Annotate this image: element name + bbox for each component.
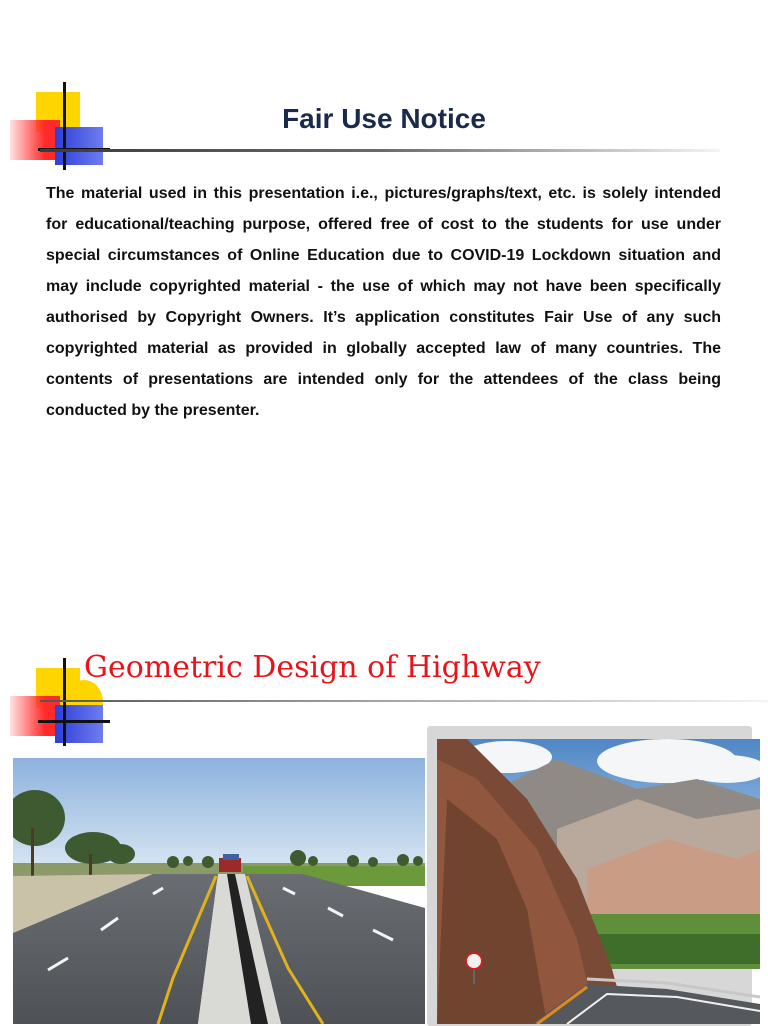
slide-geometric-design — [0, 640, 768, 1024]
mountain-road-photo — [437, 739, 760, 1024]
title-divider — [40, 700, 768, 702]
page-title: Fair Use Notice — [282, 103, 486, 134]
fair-use-paragraph: The material used in this presentation i.e., pictures/graphs/text, etc. is solely intended for educational/teaching purpose, offered free of cost to the students for use under special circumstances of Online Education due to COVID-19 Lockdown situation and may include copyrighted material - the use of which may not have been specifically authorised by Copyright Owners. It’s application constitutes Fair Use of any such copyrighted material as provided in globally accepted law of many countries. The contents of presentations are intended only for the attendees of the class being conducted by the presenter. — [46, 185, 721, 419]
title-divider — [40, 149, 720, 152]
highway-photo — [13, 758, 425, 1024]
slide-title: Geometric Design of Highway — [84, 650, 541, 685]
